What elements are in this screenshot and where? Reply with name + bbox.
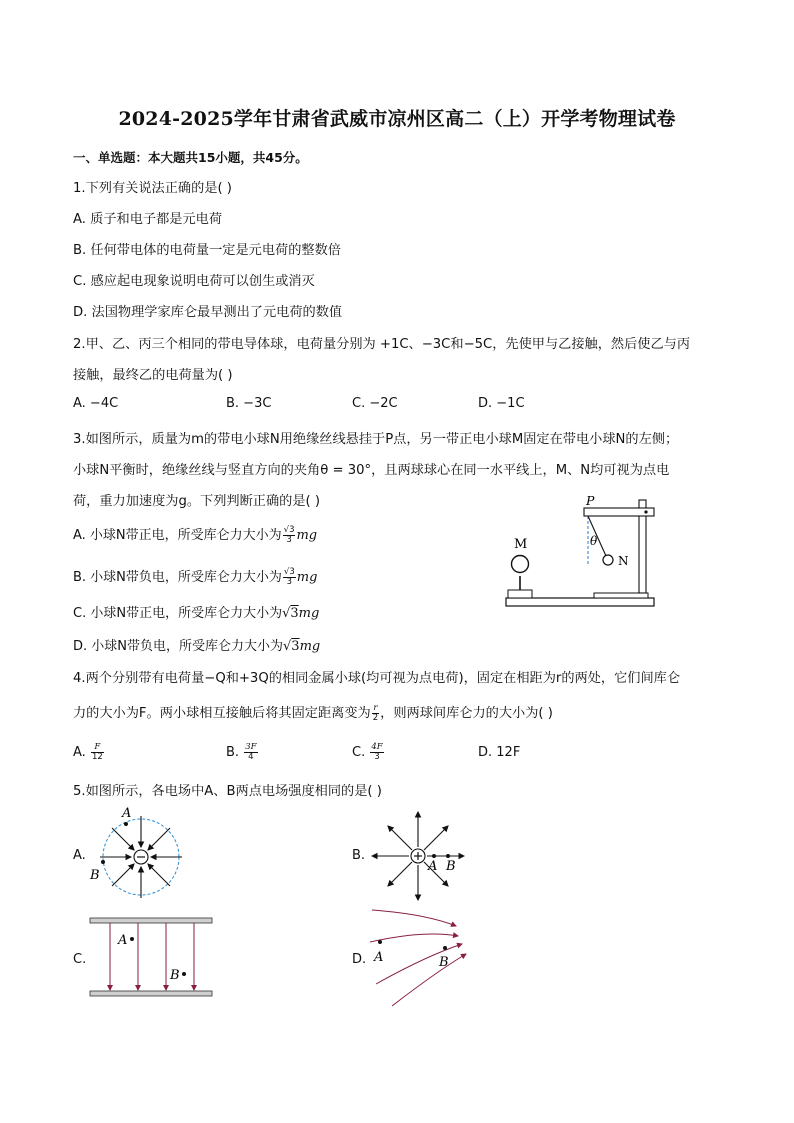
sqrt-expression: √3 — [283, 639, 300, 654]
q3-option-b — [73, 566, 317, 587]
option-label: A. — [73, 745, 86, 760]
q5-option-a: A. — [73, 848, 86, 863]
point-b-dot — [446, 854, 450, 858]
q1-option-c: C. 感应起电现象说明电荷可以创生或消灭 — [73, 274, 315, 289]
label-b: B — [446, 859, 456, 874]
fraction-numerator: √3 — [283, 567, 295, 577]
q4-option-d: D. 12F — [478, 745, 521, 760]
q3-option-c — [73, 602, 319, 621]
label-p: P — [586, 493, 595, 508]
label-theta: θ — [590, 534, 598, 548]
q4-stem-line1: 4.两个分别带有电荷量−Q和+3Q的相同金属小球(均可视为点电荷)，固定在相距为r的两处，它们间库仑 — [73, 671, 681, 686]
q4-stem-line2 — [73, 702, 553, 723]
point-b-dot — [101, 860, 105, 864]
q2-option-c: C. −2C — [352, 396, 398, 411]
q3-pendulum-figure — [500, 492, 660, 614]
q5-figure-c — [88, 914, 216, 1004]
fraction — [244, 743, 257, 762]
sqrt-expression: √3 — [282, 606, 299, 621]
mg-symbol: mg — [296, 528, 318, 543]
bar-pivot — [644, 510, 647, 513]
q4-option-b — [226, 743, 259, 762]
horizontal-bar — [584, 508, 654, 516]
q2-option-a: A. −4C — [73, 396, 119, 411]
fraction — [283, 568, 296, 587]
n-stand-foot — [594, 593, 648, 598]
fraction-denominator: 3 — [286, 535, 292, 545]
point-a-dot — [130, 937, 134, 941]
fraction-denominator: 2 — [372, 712, 379, 723]
top-plate — [90, 918, 212, 923]
label-a: A — [118, 933, 128, 948]
q5-figure-a — [86, 802, 196, 910]
radicand: 3 — [290, 606, 299, 621]
label-b: B — [439, 955, 449, 970]
q1-stem: 1.下列有关说法正确的是( ) — [73, 181, 232, 196]
q2-stem-line1: 2.甲、乙、丙三个相同的带电导体球，电荷量分别为 +1C、−3C和−5C，先使甲与乙接触，然后使乙与丙 — [73, 337, 691, 352]
mg-symbol: mg — [298, 606, 320, 621]
q3-option-a-text: A. 小球N带正电，所受库仑力大小为 — [73, 528, 282, 543]
label-b: B — [170, 968, 180, 983]
fraction-numerator: r — [373, 702, 378, 713]
q4-option-a — [73, 743, 105, 762]
fraction-denominator: 12 — [91, 752, 103, 762]
q1-option-b: B. 任何带电体的电荷量一定是元电荷的整数倍 — [73, 243, 341, 258]
q5-option-b: B. — [352, 848, 366, 863]
q4-stem-line2-tail: ，则两球间库仑力的大小为( ) — [380, 706, 553, 721]
label-b: B — [90, 868, 100, 883]
q3-stem-line3: 荷，重力加速度为g。下列判断正确的是( ) — [73, 494, 321, 509]
q1-option-a: A. 质子和电子都是元电荷 — [73, 212, 223, 227]
q5-stem: 5.如图所示，各电场中A、B两点电场强度相同的是( ) — [73, 784, 382, 799]
label-n: N — [618, 554, 629, 568]
fraction-numerator: F — [91, 743, 104, 753]
label-a: A — [374, 950, 384, 965]
option-label: C. — [352, 745, 366, 760]
q5-figure-b — [366, 806, 470, 906]
option-label: B. — [226, 745, 240, 760]
point-a-dot — [432, 854, 436, 858]
point-b-dot — [182, 972, 186, 976]
fraction-denominator: 3 — [286, 577, 293, 587]
mg-symbol: mg — [299, 639, 321, 654]
ball-m — [512, 556, 529, 573]
page-title: 2024-2025学年甘肃省武威市凉州区高二（上）开学考物理试卷 — [118, 108, 676, 130]
ball-n — [603, 555, 613, 565]
point-a-dot — [378, 940, 382, 944]
curved-field-lines — [370, 910, 466, 1006]
q3-option-c-text: C. 小球N带正电，所受库仑力大小为 — [73, 606, 283, 621]
q5-option-c: C. — [73, 952, 87, 967]
fraction — [283, 526, 296, 545]
fraction — [91, 743, 104, 762]
fraction-numerator: 4F — [371, 742, 383, 752]
q4-option-c — [352, 743, 385, 762]
q3-option-d-text: D. 小球N带负电，所受库仑力大小为 — [73, 639, 283, 654]
q4-stem-line2-text: 力的大小为F。两小球相互接触后将其固定距离变为 — [73, 706, 371, 721]
q1-option-d: D. 法国物理学家库仑最早测出了元电荷的数值 — [73, 305, 343, 320]
point-b-dot — [443, 946, 447, 950]
label-m: M — [514, 537, 528, 552]
m-stand-foot — [508, 590, 532, 598]
q2-option-d: D. −1C — [478, 396, 525, 411]
q3-option-a — [73, 524, 317, 545]
figure-base — [506, 598, 654, 606]
fraction-numerator: 3F — [245, 742, 257, 752]
fraction — [370, 743, 383, 762]
fraction-denominator: 3 — [374, 752, 380, 762]
point-a-dot — [124, 822, 128, 826]
q3-stem-line1: 3.如图所示，质量为m的带电小球N用绝缘丝线悬挂于P点，另一带正电小球M固定在带电小球N的左侧； — [73, 432, 679, 447]
radicand: 3 — [291, 639, 300, 654]
q3-stem-line2: 小球N平衡时，绝缘丝线与竖直方向的夹角θ = 30°，且两球球心在同一水平线上，M、N均可视为点电 — [73, 463, 670, 478]
bottom-plate — [90, 991, 212, 996]
q2-stem-line2: 接触，最终乙的电荷量为( ) — [73, 368, 233, 383]
q3-option-b-text: B. 小球N带负电，所受库仑力大小为 — [73, 570, 282, 585]
q2-option-b: B. −3C — [226, 396, 272, 411]
mg-symbol: mg — [296, 570, 318, 585]
fraction-numerator: √3 — [283, 525, 295, 535]
q5-option-d: D. — [352, 952, 367, 967]
q5-figure-d — [366, 906, 476, 1010]
label-a: A — [428, 859, 438, 874]
fraction — [372, 704, 379, 723]
q3-option-d — [73, 635, 320, 654]
fraction-denominator: 4 — [248, 752, 254, 762]
label-a: A — [122, 806, 132, 821]
section-heading: 一、单选题：本大题共15小题，共45分。 — [73, 150, 308, 165]
